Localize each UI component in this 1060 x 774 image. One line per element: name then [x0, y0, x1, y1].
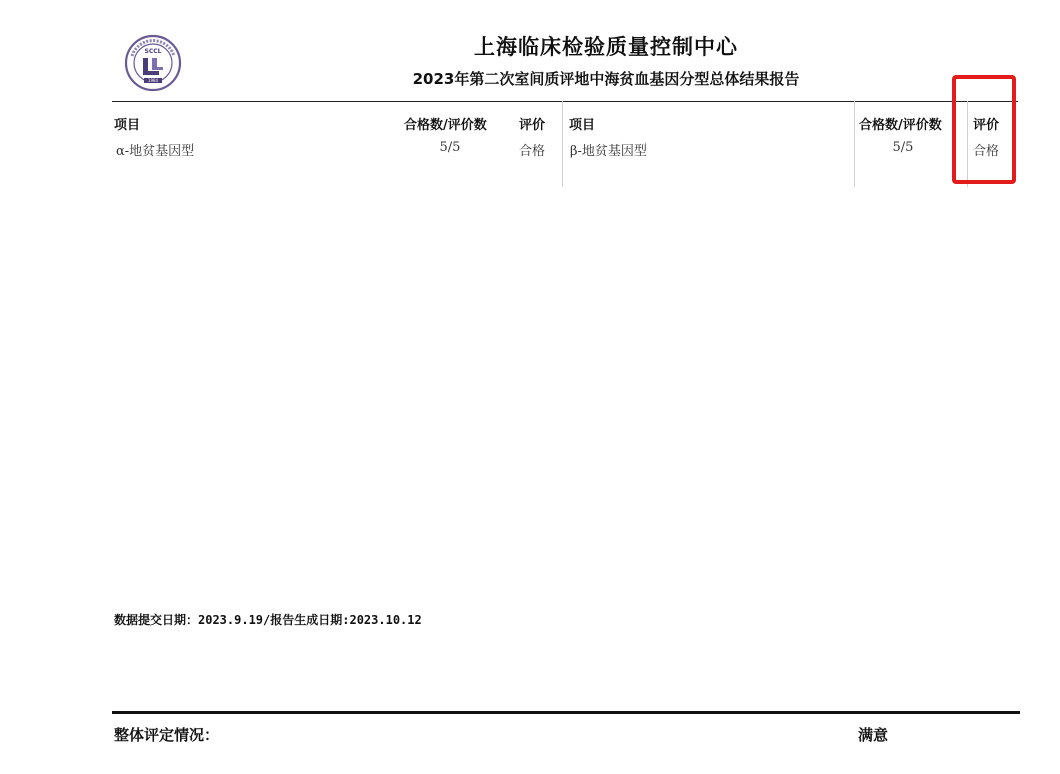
row-item-beta: β-地贫基因型	[570, 144, 647, 159]
header-evaluation-left: 评价	[519, 118, 546, 133]
header-evaluation-right: 评价	[973, 118, 1000, 133]
header-pass-ratio-right: 合格数/评价数	[859, 118, 942, 133]
header-item-right: 项目	[569, 118, 596, 133]
row-item-alpha: α-地贫基因型	[116, 144, 195, 159]
overall-evaluation-label: 整体评定情况：	[114, 726, 220, 744]
row-pass-ratio-beta: 5/5	[892, 140, 914, 155]
evaluation-highlight-box	[952, 75, 1016, 184]
svg-text:SCCL: SCCL	[144, 48, 162, 55]
report-institution-title: 上海临床检验质量控制中心	[474, 35, 738, 59]
row-evaluation-alpha: 合格	[519, 144, 546, 159]
row-pass-ratio-alpha: 5/5	[439, 140, 461, 155]
header-item-left: 项目	[114, 118, 141, 133]
header-divider	[112, 101, 1018, 102]
row-evaluation-beta: 合格	[973, 144, 1000, 159]
footer-divider	[112, 711, 1020, 714]
report-subtitle: 2023年第二次室间质评地中海贫血基因分型总体结果报告	[412, 70, 800, 88]
overall-evaluation-value: 满意	[858, 726, 889, 744]
column-divider	[854, 101, 855, 187]
header-pass-ratio-left: 合格数/评价数	[404, 118, 487, 133]
submission-report-dates: 数据提交日期：2023.9.19/报告生成日期:2023.10.12	[114, 613, 422, 627]
svg-text:1984: 1984	[147, 78, 159, 83]
column-divider	[562, 101, 563, 187]
